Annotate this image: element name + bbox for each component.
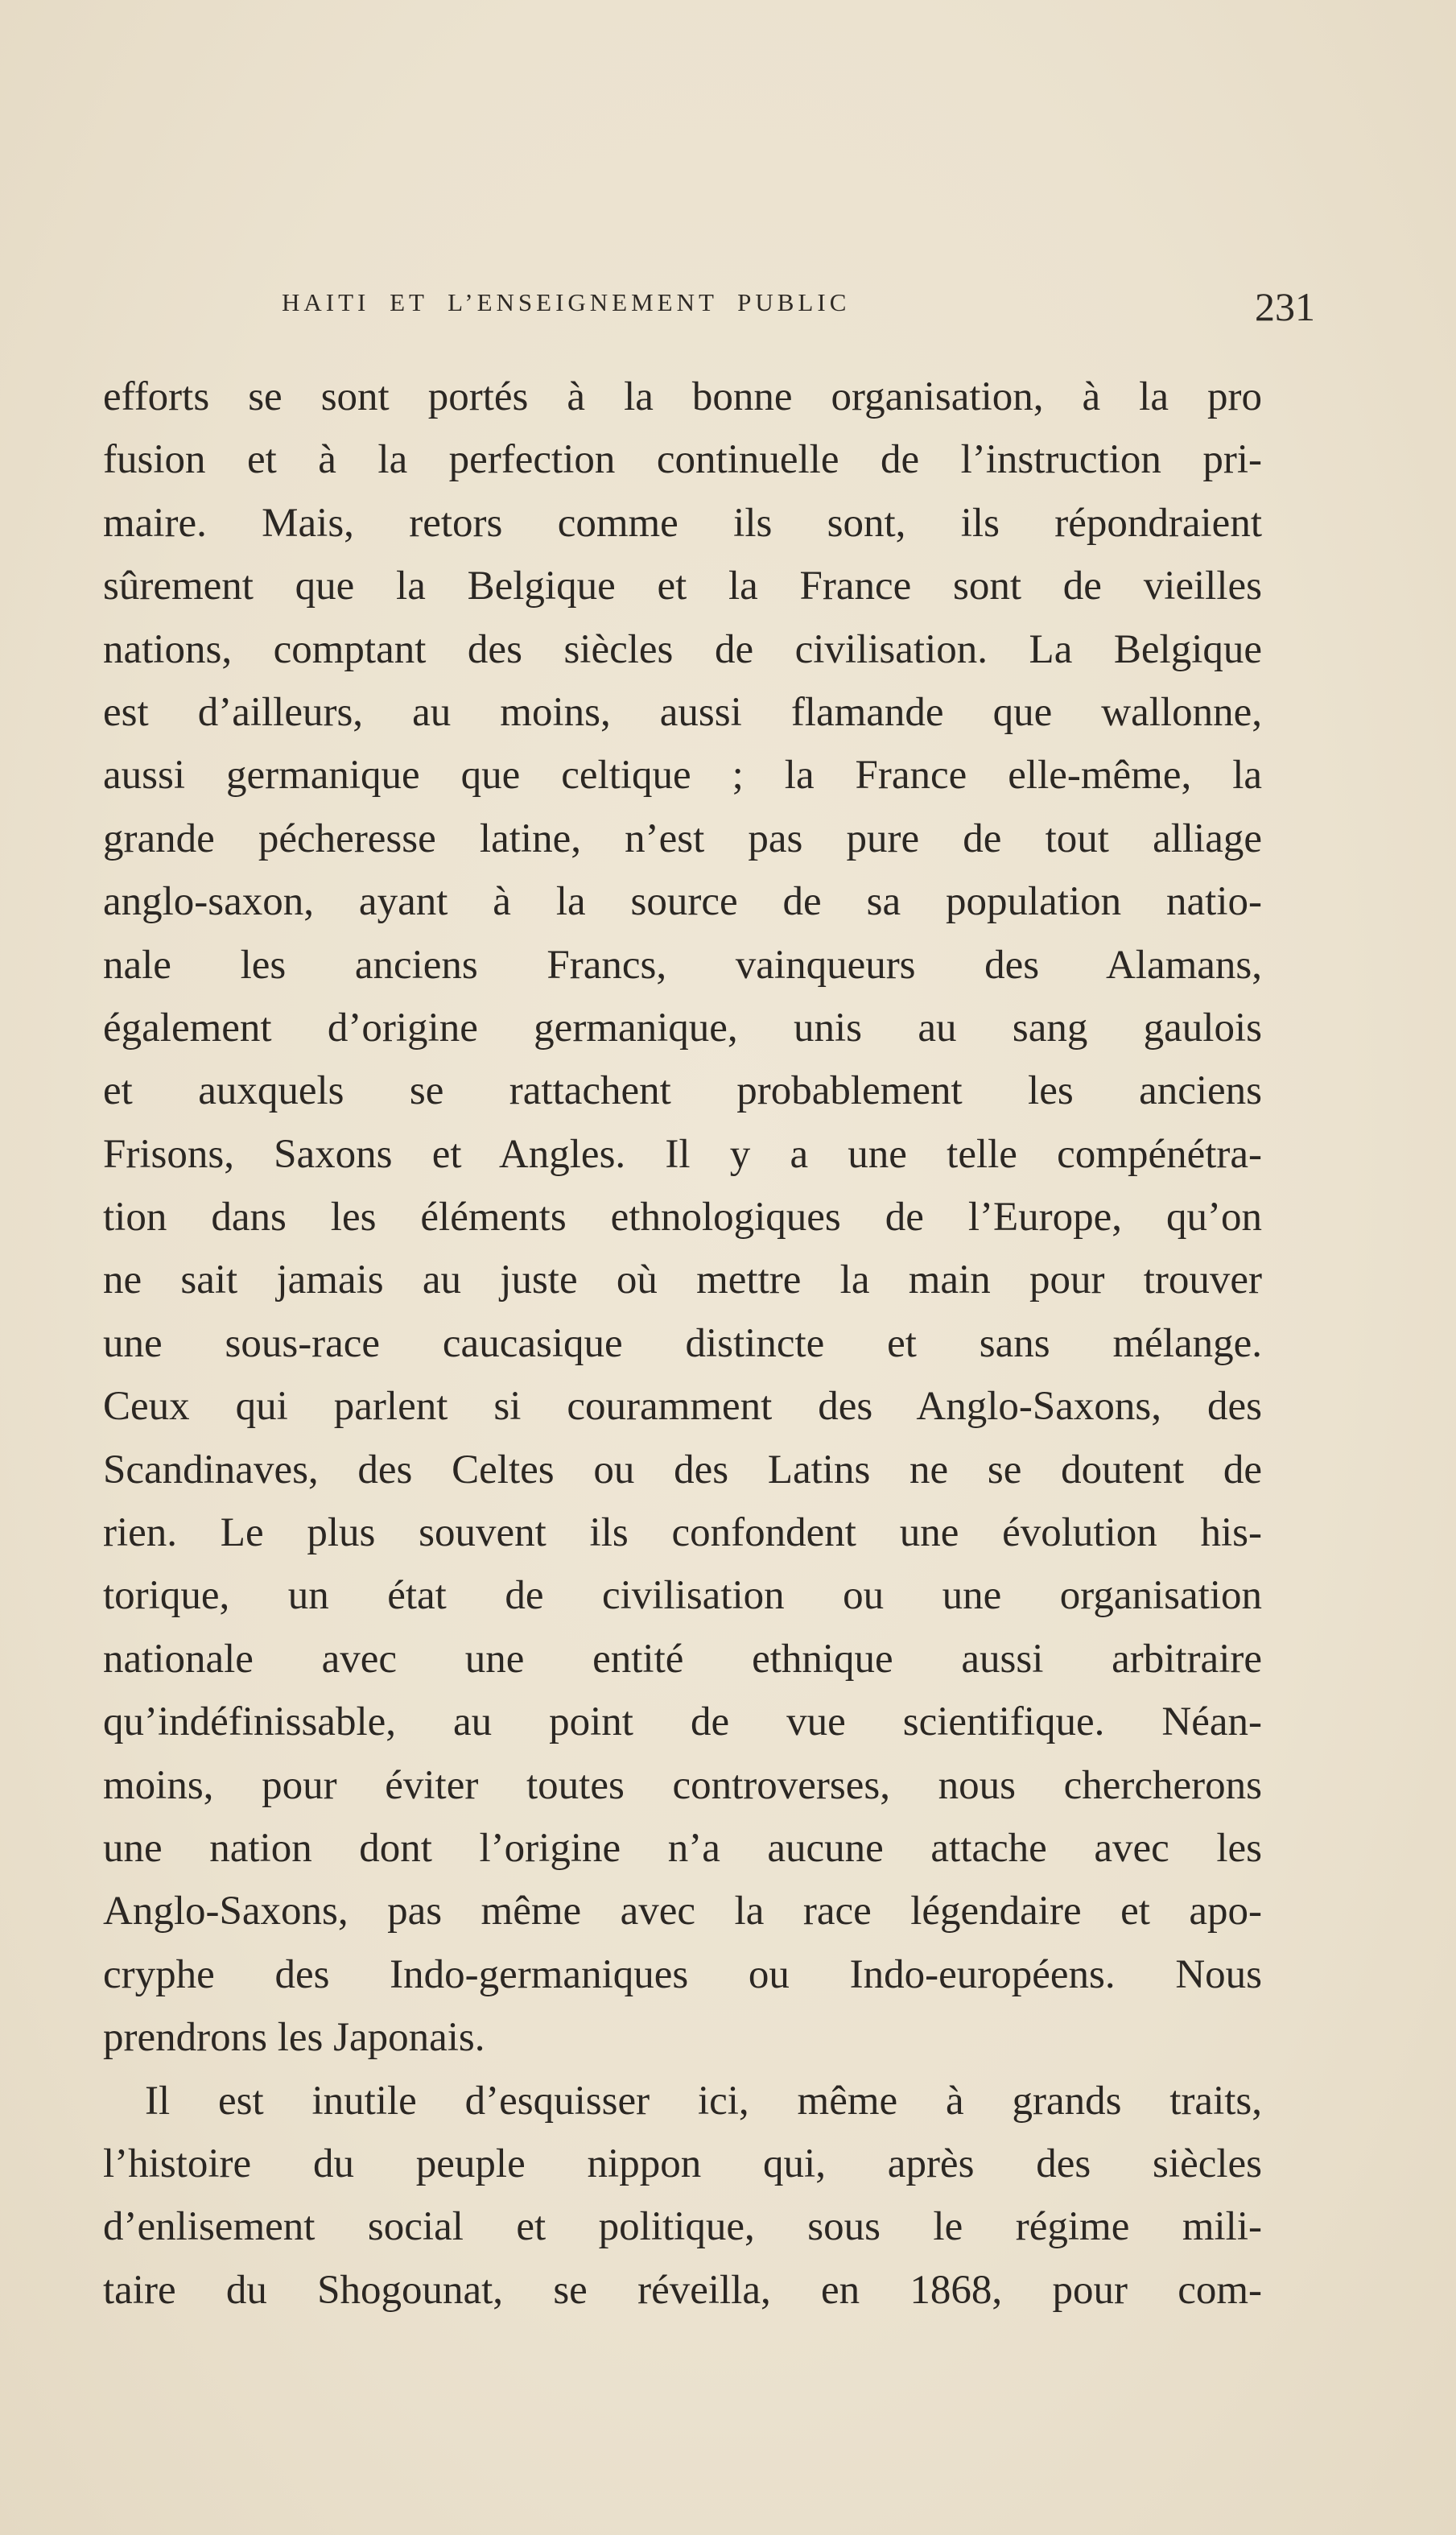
- paragraph-start-line: Il est inutile d’esquisser ici, même à grands traits,: [145, 2078, 1262, 2124]
- text-line: grande pécheresse latine, n’est pas pure de tout alliage: [103, 815, 1262, 861]
- body-text: [103, 365, 1262, 2322]
- text-line: une sous-race caucasique distincte et sans mélange.: [103, 1320, 1262, 1366]
- text-line: nations, comptant des siècles de civilisation. La Belgique: [103, 626, 1262, 672]
- running-head: [282, 283, 1315, 332]
- text-line: taire du Shogounat, se réveilla, en 1868, pour com-: [103, 2267, 1262, 2313]
- text-line: cryphe des Indo-germaniques ou Indo-européens. Nous: [103, 1951, 1262, 1997]
- text-line: efforts se sont portés à la bonne organisation, à la pro: [103, 374, 1262, 419]
- text-line: sûrement que la Belgique et la France sont de vieilles: [103, 564, 1262, 609]
- text-line: aussi germanique que celtique ; la France elle-même, la: [103, 753, 1262, 799]
- text-line: Scandinaves, des Celtes ou des Latins ne se doutent de: [103, 1447, 1262, 1493]
- text-line: torique, un état de civilisation ou une organisation: [103, 1573, 1262, 1619]
- text-line: Frisons, Saxons et Angles. Il y a une telle compénétra-: [103, 1131, 1262, 1177]
- text-line: ne sait jamais au juste où mettre la main pour trouver: [103, 1257, 1262, 1303]
- page-number: 231: [1255, 284, 1315, 329]
- text-line: nale les anciens Francs, vainqueurs des Alamans,: [103, 942, 1262, 988]
- text-line: Ceux qui parlent si couramment des Anglo-Saxons, des: [103, 1384, 1262, 1430]
- text-line: l’histoire du peuple nippon qui, après des siècles: [103, 2141, 1262, 2186]
- text-line: tion dans les éléments ethnologiques de l’Europe, qu’on: [103, 1195, 1262, 1241]
- text-line: fusion et à la perfection continuelle de l’instruction pri-: [103, 437, 1262, 483]
- paragraph-end-line: prendrons les Japonais.: [103, 2015, 485, 2061]
- text-line: d’enlisement social et politique, sous le régime mili-: [103, 2204, 1262, 2250]
- text-line: maire. Mais, retors comme ils sont, ils répondraient: [103, 500, 1262, 546]
- text-line: moins, pour éviter toutes controverses, nous chercherons: [103, 1762, 1262, 1808]
- text-line: et auxquels se rattachent probablement les anciens: [103, 1068, 1262, 1114]
- text-line: une nation dont l’origine n’a aucune attache avec les: [103, 1825, 1262, 1871]
- text-line: également d’origine germanique, unis au sang gaulois: [103, 1005, 1262, 1051]
- text-line: est d’ailleurs, au moins, aussi flamande que wallonne,: [103, 689, 1262, 735]
- running-head-title: HAITI ET L’ENSEIGNEMENT PUBLIC: [282, 288, 851, 316]
- text-line: Anglo-Saxons, pas même avec la race légendaire et apo-: [103, 1889, 1262, 1934]
- text-line: anglo-saxon, ayant à la source de sa population natio-: [103, 879, 1262, 925]
- text-line: rien. Le plus souvent ils confondent une évolution his-: [103, 1510, 1262, 1556]
- text-line: qu’indéfinissable, au point de vue scientifique. Néan-: [103, 1699, 1262, 1745]
- text-line: nationale avec une entité ethnique aussi arbitraire: [103, 1636, 1262, 1682]
